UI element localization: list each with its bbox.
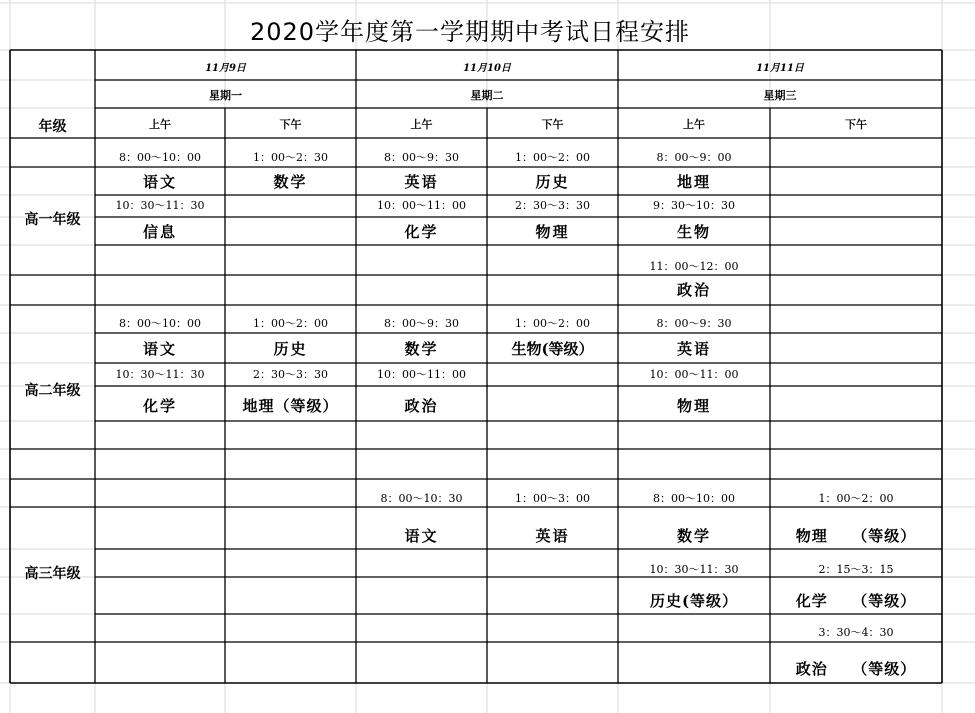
exam-subject: 英语	[404, 173, 439, 191]
grade-label-1: 高一年级	[24, 212, 81, 228]
exam-subject: 历史	[273, 340, 308, 358]
exam-time: 10：30～11：30	[115, 199, 205, 212]
exam-time: 2：15～3：15	[818, 563, 894, 576]
exam-time: 8：00～10：00	[119, 317, 201, 330]
exam-time: 8：00～9：30	[384, 317, 459, 330]
exam-subject: 地理（等级）	[242, 397, 339, 415]
exam-time: 1：00～2：00	[253, 317, 328, 330]
exam-time: 8：00～9：30	[384, 151, 459, 164]
exam-subject: 英语	[535, 527, 570, 545]
exam-subject: 政治	[676, 281, 711, 299]
weekday-day-3: 星期三	[763, 89, 797, 102]
exam-subject: 地理	[676, 173, 711, 191]
exam-time: 8：00～9：30	[656, 317, 732, 330]
exam-subject: 生物	[676, 223, 711, 241]
date-day-1: 11月9日	[205, 63, 246, 74]
exam-subject: 物理	[535, 223, 570, 241]
am-header-day-2: 上午	[410, 118, 433, 131]
exam-subject: 信息	[142, 223, 177, 241]
exam-subject: 政治 （等级）	[795, 660, 917, 678]
weekday-day-1: 星期一	[209, 89, 242, 102]
exam-time: 10：00～11：00	[377, 199, 466, 212]
am-header-day-3: 上午	[683, 118, 705, 131]
grade-label-3: 高三年级	[24, 566, 81, 582]
exam-subject: 物理 （等级）	[795, 527, 917, 545]
exam-time: 9：30～10：30	[653, 199, 735, 212]
exam-subject: 语文	[404, 527, 439, 545]
exam-time: 10：30～11：30	[115, 368, 205, 381]
exam-time: 1：00～2：00	[818, 492, 894, 505]
exam-time: 3：30～4：30	[818, 626, 894, 639]
exam-subject: 语文	[142, 340, 177, 358]
exam-subject: 政治	[404, 397, 439, 415]
exam-time: 2：30～3：30	[253, 368, 328, 381]
date-day-3: 11月11日	[756, 63, 804, 74]
exam-subject: 化学	[142, 397, 177, 415]
grade-label-2: 高二年级	[24, 383, 81, 399]
exam-time: 1：00～3：00	[515, 492, 590, 505]
am-header-day-1: 上午	[149, 118, 171, 131]
exam-subject: 数学	[676, 527, 711, 545]
exam-time: 10：00～11：00	[649, 368, 739, 381]
exam-subject: 化学 （等级）	[795, 592, 917, 610]
exam-time: 8：00～9：00	[656, 151, 732, 164]
exam-subject: 生物(等级）	[511, 340, 594, 358]
exam-subject: 数学	[404, 340, 439, 358]
pm-header-day-1: 下午	[279, 118, 302, 131]
weekday-day-2: 星期二	[470, 89, 504, 102]
date-day-2: 11月10日	[463, 63, 511, 74]
exam-subject: 历史(等级）	[649, 592, 739, 610]
exam-subject: 英语	[676, 340, 711, 358]
exam-time: 2：30～3：30	[515, 199, 590, 212]
pm-header-day-2: 下午	[541, 118, 564, 131]
exam-subject: 化学	[404, 223, 439, 241]
exam-subject: 语文	[142, 173, 177, 191]
exam-time: 1：00～2：00	[515, 151, 590, 164]
exam-time: 1：00～2：30	[253, 151, 328, 164]
grade-column-header: 年级	[38, 119, 67, 135]
exam-subject: 历史	[535, 173, 570, 191]
pm-header-day-3: 下午	[845, 118, 867, 131]
exam-time: 11：00～12：00	[649, 260, 739, 273]
exam-time: 10：30～11：30	[649, 563, 739, 576]
exam-time: 8：00～10：00	[653, 492, 735, 505]
exam-subject: 物理	[676, 397, 711, 415]
exam-time: 1：00～2：00	[515, 317, 590, 330]
exam-time: 8：00～10：00	[119, 151, 201, 164]
page-title: 2020学年度第一学期期中考试日程安排	[249, 18, 691, 46]
exam-subject: 数学	[273, 173, 308, 191]
exam-time: 8：00～10：30	[380, 492, 463, 505]
exam-time: 10：00～11：00	[377, 368, 466, 381]
